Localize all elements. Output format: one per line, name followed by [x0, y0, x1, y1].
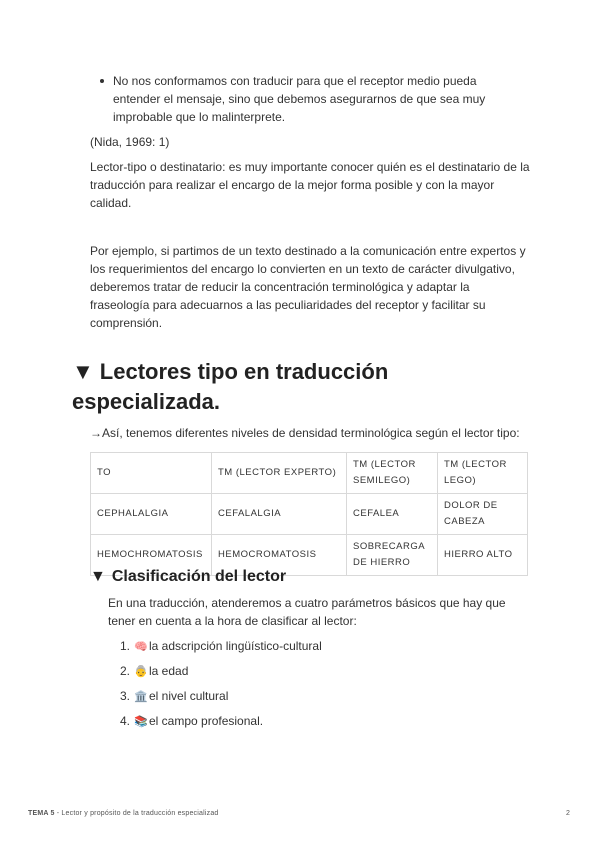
terminology-table	[90, 452, 528, 576]
list-item-text: el nivel cultural	[149, 689, 229, 703]
list-item	[110, 712, 530, 737]
older-woman-icon: 👵	[134, 666, 148, 678]
classical-building-icon: 🏛️	[134, 691, 148, 703]
table-header-cell: TM (LECTOR SEMILEGO)	[347, 453, 438, 494]
citation: (Nida, 1969: 1)	[90, 135, 170, 149]
bullet-dot-icon	[100, 79, 104, 83]
books-icon: 📚	[134, 716, 148, 728]
bullet-list	[92, 72, 512, 126]
bullet-item	[92, 72, 512, 126]
list-item	[110, 687, 530, 712]
table-cell: CEFALALGIA	[212, 494, 347, 535]
table-row	[91, 494, 528, 535]
density-intro: →Así, tenemos diferentes niveles de densidad terminológica según el lector tipo:	[90, 426, 520, 440]
list-item	[110, 662, 530, 687]
list-item-text: la adscripción lingüístico-cultural	[149, 639, 322, 653]
footer-label: TEMA 5	[28, 810, 55, 817]
paragraph-example: Por ejemplo, si partimos de un texto destinado a la comunicación entre expertos y los requerimientos del encargo lo convierten en un texto de carácter divulgativo, deberemos tratar de reducir la concentración terminológica y adaptar la fraseología para adecuarnos a las peculiaridades del receptor y facilitar su comprensión.	[90, 244, 526, 330]
classification-intro: En una traducción, atenderemos a cuatro parámetros básicos que hay que tener en cuenta a la hora de clasificar al lector:	[108, 596, 506, 628]
bullet-text: No nos conformamos con traducir para que el receptor medio pueda entender el mensaje, sino que debemos asegurarnos de que sea muy improbable que lo malinterprete.	[113, 74, 486, 124]
table-cell: HEMOCHROMATOSIS	[91, 535, 212, 576]
table-cell: DOLOR DE CABEZA	[438, 494, 528, 535]
page-number: 2	[566, 810, 570, 817]
subsection-heading-title: Clasificación del lector	[111, 568, 287, 585]
toggle-triangle-icon[interactable]: ▼	[72, 359, 94, 384]
list-item-text: el campo profesional.	[149, 714, 264, 728]
table-header-cell: TM (LECTOR EXPERTO)	[212, 453, 347, 494]
section-heading-title: Lectores tipo en traducción especializada.	[72, 359, 389, 414]
list-item-text: la edad	[149, 664, 189, 678]
list-number: 4.	[119, 714, 130, 728]
brain-icon: 🧠	[134, 641, 148, 653]
table-cell: HEMOCROMATOSIS	[212, 535, 347, 576]
subsection-heading[interactable]	[90, 566, 530, 588]
list-item	[110, 637, 530, 662]
paragraph-reader: Lector-tipo o destinatario: es muy importante conocer quién es el destinatario de la traducción para realizar el encargo de la mejor forma posible y con la mayor calidad.	[90, 160, 530, 210]
section-heading[interactable]	[72, 357, 542, 417]
list-number: 2.	[119, 664, 130, 678]
parameters-list	[110, 637, 530, 737]
list-number: 3.	[119, 689, 130, 703]
table-header-cell: TO	[91, 453, 212, 494]
page-footer	[28, 810, 219, 817]
table-cell: SOBRECARGA DE HIERRO	[347, 535, 438, 576]
table-header-row	[91, 453, 528, 494]
table-cell: CEFALEA	[347, 494, 438, 535]
toggle-triangle-icon[interactable]: ▼	[90, 568, 106, 585]
footer-title: - Lector y propósito de la traducción especializad	[54, 810, 219, 817]
list-number: 1.	[119, 639, 130, 653]
table-cell: CEPHALALGIA	[91, 494, 212, 535]
table-cell: HIERRO ALTO	[438, 535, 528, 576]
table-header-cell: TM (LECTOR LEGO)	[438, 453, 528, 494]
